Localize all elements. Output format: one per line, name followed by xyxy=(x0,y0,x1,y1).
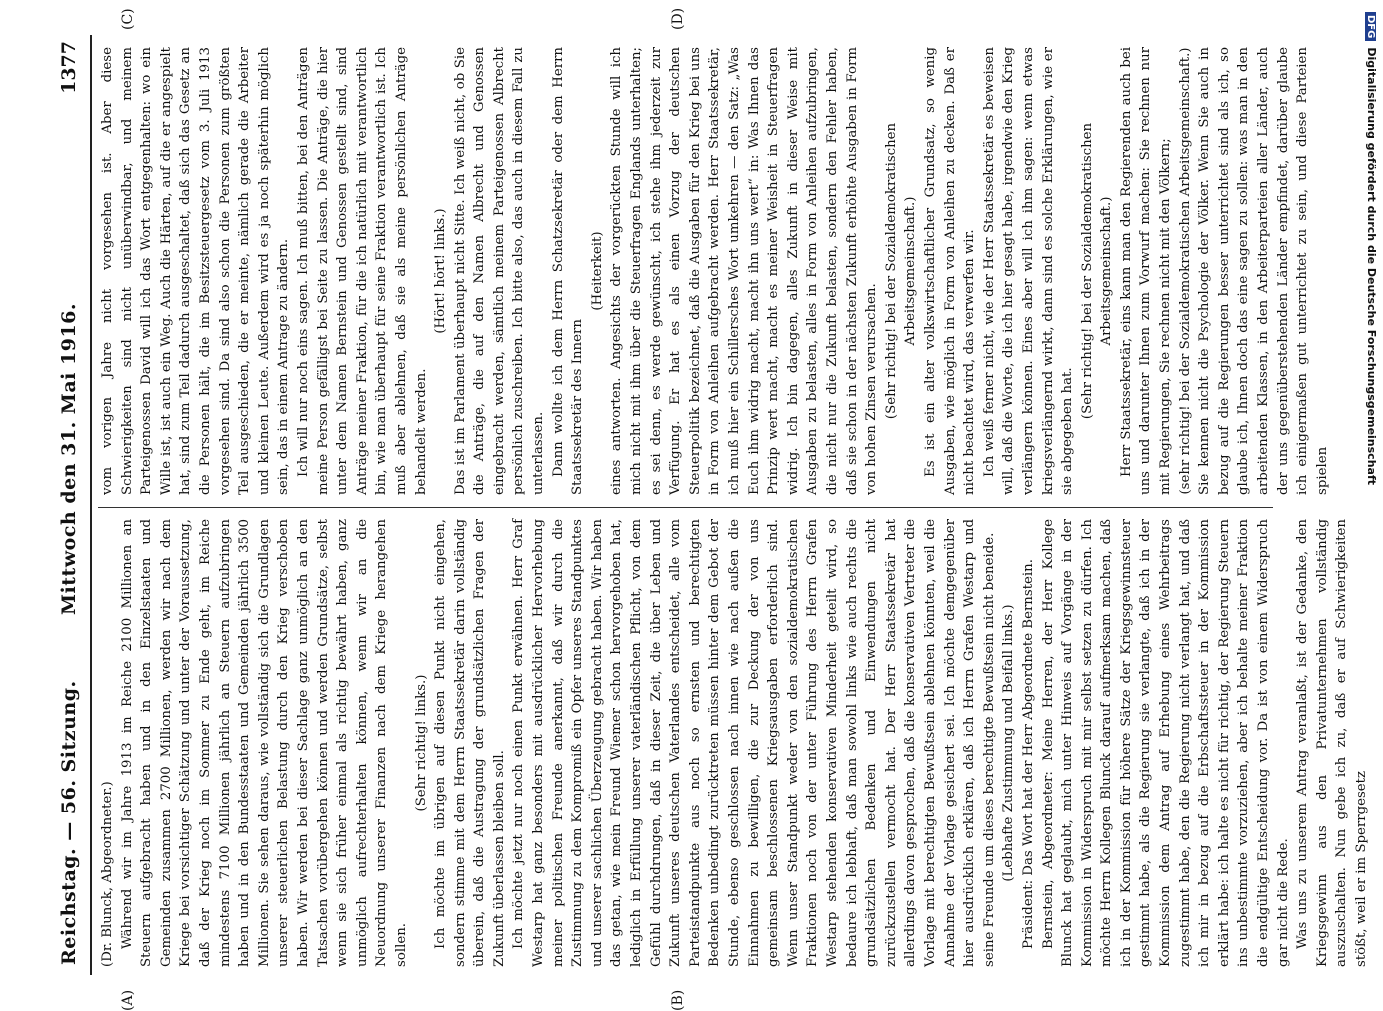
paragraph: Ich möchte jetzt nur noch einen Punkt erwähnen. Herr Graf Westarp hat ganz besonders mit ausdrücklicher Hervorhebung meiner politischen Freunde anerkannt, daß wir durch die Zustimmung zu dem Kompromiß ein Opfer unseres Standpunktes und unserer sachlichen Überzeugung gebracht haben. Wir haben das getan, wie mein Freund Wiemer schon hervorgehoben hat, lediglich in Erfüllung unserer vaterländischen Pflicht, von dem Gefühl durchdrungen, daß in dieser Zeit, die über Leben und Zukunft unseres deutschen Vaterlandes entscheidet, alle vom Parteistandpunkte aus noch so ernsten und berechtigten Bedenken unbedingt zurücktreten müssen hinter dem Gebot der Stunde, ebenso geschlossen nach innen wie nach außen die Einnahmen zu bewilligen, die zur Deckung der von uns gemeinsam beschlossenen Kriegsausgaben erforderlich sind. Wenn unser Standpunkt weder von den sozialdemokratischen Fraktionen noch von der unter Führung des Herrn Grafen Westarp stehenden konservativen Minderheit geteilt wird, so bedaure ich lebhaft, daß man sowohl links wie auch rechts die grundsätzlichen Bedenken und Einwendungen nicht zurückzustellen vermocht hat. Der Herr Staatssekretär hat allerdings davon gesprochen, daß die konservativen Vertreter die Vorlage mit berechtigten Bewußtsein ablehnen könnten, weil die Annahme der Vorlage gesichert sei. Ich möchte demgegenüber hier ausdrücklich erklären, daß ich Herrn Grafen Westarp und seine Freunde um dieses berechtigte Bewußtsein nicht beneide. xyxy=(511,519,997,967)
paragraph: Was uns zu unserem Antrag veranlaßt, ist der Gedanke, den Kriegsgewinn aus den Privatunternehmen vollständig auszuschalten. Nun gebe ich zu, daß er auf Schwierigkeiten stößt, weil er im Sperrgesetz xyxy=(1295,519,1369,967)
paragraph: Herr Staatssekretär, eins kann man den Regierenden auch bei uns und darunter Ihnen zum Vorwurf machen: Sie rechnen nur mit Regierungen, Sie rechnen nicht mit den Völkern; xyxy=(1118,47,1174,495)
page-header xyxy=(50,35,90,975)
paragraph: Dann wollte ich dem Herrn Schatzsekretär oder dem Herrn Staatssekretär des Innern xyxy=(550,47,586,495)
header-session: Reichstag. — 56. Sitzung. xyxy=(58,680,80,965)
paragraph: Das ist im Parlament überhaupt nicht Sitte. Ich weiß nicht, ob Sie die Anträge, die auf den Namen Albrecht und Genossen eingebracht werden, sämtlich meinem Parteigenossen Albrecht persönlich zuschreiben. Ich bitte also, das auch in diesem Fall zu unterlassen. xyxy=(452,47,547,495)
right-column xyxy=(98,47,1330,495)
margin-mark-d: (D) xyxy=(670,7,686,30)
column-divider xyxy=(98,507,1273,508)
reaction: (Lebhafte Zustimmung und Beifall links.) xyxy=(1001,604,1017,882)
margin-mark-b: (B) xyxy=(670,989,686,1011)
paragraph: Ich möchte im übrigen auf diesen Punkt nicht eingehen, sondern stimme mit dem Herrn Staatssekretär darin vollständig überein, daß die Austragung der grundsätzlichen Fragen der Zukunft überlassen bleiben soll. xyxy=(433,519,507,967)
stamp-text-line xyxy=(1354,12,1378,612)
reaction: (Sehr richtig! bei der Sozialdemokratischen Arbeitsgemeinschaft.) xyxy=(1079,122,1115,420)
reaction: (Heiterkeit) xyxy=(589,231,605,311)
president-line: Präsident: Das Wort hat der Herr Abgeordnete Bernstein. xyxy=(1020,559,1036,949)
paragraph: eines antworten. Angesichts der vorgerückten Stunde will ich mich nicht mit ihm über die Steuerfragen Englands unterhalten; es sei denn, es werde gewünscht, ich stehe ihm jederzeit zur Verfügung. Er hat es als einen Vorzug der deutschen Steuerpolitik bezeichnet, daß die Ausgaben für den Krieg bei uns in Form von Anleihen aufgebracht werden. Herr Staatssekretär, ich muß hier ein Schillersches Wort umkehren — den Satz: „Was Euch ihm widrig macht, macht ihn uns wert“ in: Was Ihnen das Prinzip wert macht, macht es meiner Weisheit in Steuerfragen widrig. Ich bin dagegen, alles Zukunft in dieser Weise mit Ausgaben zu belasten, alles in Form von Anleihen aufzubringen, die nicht nur die Zukunft belasten, sondern den Fehler haben, daß sie schon in der nächsten Zukunft erhöhte Ausgaben in Form von hohen Zinsen verursachen. xyxy=(609,47,880,495)
margin-mark-a: (A) xyxy=(120,989,136,1011)
rotated-page xyxy=(50,7,1369,1011)
reaction: (Sehr richtig! links.) xyxy=(413,674,429,812)
stamp-label: Digitalisierung gefördert durch die Deutsche Forschungsgemeinschaft xyxy=(1365,47,1378,486)
reaction: (sehr richtig! bei der Sozialdemokratischen Arbeitsgemeinschaft.) xyxy=(1177,47,1193,495)
paragraph: Sie kennen nicht die Psychologie der Völker. Wenn Sie auch in bezug auf die Regierungen besser unterrichtet sind als ich, so glaube ich, Ihnen doch das eine sagen zu sollen: was man in den arbeitenden Klassen, in den Arbeiterparteien aller Länder, auch der uns gegenüberstehenden Länder empfindet, darüber glaube ich einigermaßen gut unterrichtet zu sein, und diese Parteien spielen xyxy=(1197,47,1330,495)
paragraph: Ich will nur noch eins sagen. Ich muß bitten, bei den Anträgen meine Person gefälligst bei Seite zu lassen. Die Anträge, die hier unter dem Namen Bernstein und Genossen gestellt sind, sind Anträge meiner Fraktion, für die ich natürlich mit verantwortlich bin, wie man überhaupt für seine Fraktion verantwortlich ist. Ich muß aber ablehnen, daß sie als meine persönlichen Anträge behandelt werden. xyxy=(295,47,429,495)
paragraph: vom vorigen Jahre nicht vorgesehen ist. Aber diese Schwierigkeiten sind nicht unüberwindbar, und meinem Parteigenossen David will ich das Wort entgegenhalten: wo ein Wille ist, ist auch ein Weg. Auch die Härten, auf die er angespielt hat, sind zum Teil dadurch ausgeschaltet, daß sich das Gesetz an die Personen hält, die im Besitzsteuergesetz vom 3. Juli 1913 vorgesehen sind. Da sind also schon die Personen zum größten Teil ausgeschieden, die er meinte, nämlich gerade die Arbeiter und kleinen Leute. Außerdem wird es ja noch späterhin möglich sein, das in einem Antrage zu ändern. xyxy=(100,47,292,495)
paragraph: Es ist ein alter volkswirtschaftlicher Grundsatz, so wenig Ausgaben, wie möglich in Form von Anleihen zu decken. Daß er nicht beachtet wird, das verwerfen wir. xyxy=(922,47,978,495)
paragraph: Während wir im Jahre 1913 im Reiche 2100 Millionen an Steuern aufgebracht haben und in den Einzelstaaten und Gemeinden zusammen 2700 Millionen, werden wir nach dem Kriege bei vorsichtiger Schätzung und unter der Voraussetzung, daß der Krieg noch im Sommer zu Ende geht, im Reiche mindestens 7100 Millionen jährlich an Steuern aufzubringen haben und in den Bundesstaaten und Gemeinden jährlich 3500 Millionen. Sie sehen daraus, wie vollständig sich die Grundlagen unserer steuerlichen Belastung durch den Krieg verschoben haben. Wir werden bei dieser Sachlage ganz unmöglich an den Tatsachen vorübergehen können und werden Grundsätze, selbst wenn sie sich früher einmal als richtig bewährt haben, ganz unmöglich aufrechterhalten können, wenn wir an die Neuordnung unserer Finanzen nach dem Kriege herangehen sollen. xyxy=(119,519,409,967)
reaction: (Hört! hört! links.) xyxy=(433,208,449,334)
page-number: 1377 xyxy=(58,41,80,94)
margin-mark-c: (C) xyxy=(120,8,136,30)
speaker-line: (Dr. Blunck, Abgeordneter.) xyxy=(100,781,115,967)
paragraph: Bernstein, Abgeordneter: Meine Herren, der Herr Kollege Blunck hat geglaubt, mich unter Hinweis auf Vorgänge in der Kommission in Widerspruch mit mir selbst setzen zu dürfen. Ich möchte Herrn Kollegen Blunck darauf aufmerksam machen, daß ich in der Kommission für höhere Sätze der Kriegsgewinnsteuer gestimmt habe, als die Regierung sie verlangte, daß ich in der Kommission dem Antrag auf Erhebung eines Wehrbeitrags zugestimmt habe, den die Regierung nicht verlangt hat, und daß ich mir in bezug auf die Erbschaftssteuer in der Kommission erklärt habe: ich halte es nicht für richtig, der Regierung Steuern ins unbestimmte vorzuziehen, aber ich behalte meiner Fraktion die endgültige Entscheidung vor. Da ist von einem Widerspruch gar nicht die Rede. xyxy=(1040,519,1291,967)
paragraph: Ich weiß ferner nicht, wie der Herr Staatssekretär es beweisen will, daß die Worte, die ich hier gesagt habe, irgendwie den Krieg verlängern können. Eines aber will ich ihm sagen: wenn etwas kriegsverlängernd wirkt, dann sind es solche Erklärungen, wie er sie abgegeben hat. xyxy=(981,47,1076,495)
header-rule xyxy=(90,35,92,975)
reaction: (Sehr richtig! bei der Sozialdemokratischen Arbeitsgemeinschaft.) xyxy=(883,122,919,420)
left-column xyxy=(98,519,1369,967)
dfg-logo: DFG xyxy=(1365,12,1376,41)
digitization-stamp xyxy=(1338,6,1378,606)
header-date: Mittwoch den 31. Mai 1916. xyxy=(58,303,80,615)
